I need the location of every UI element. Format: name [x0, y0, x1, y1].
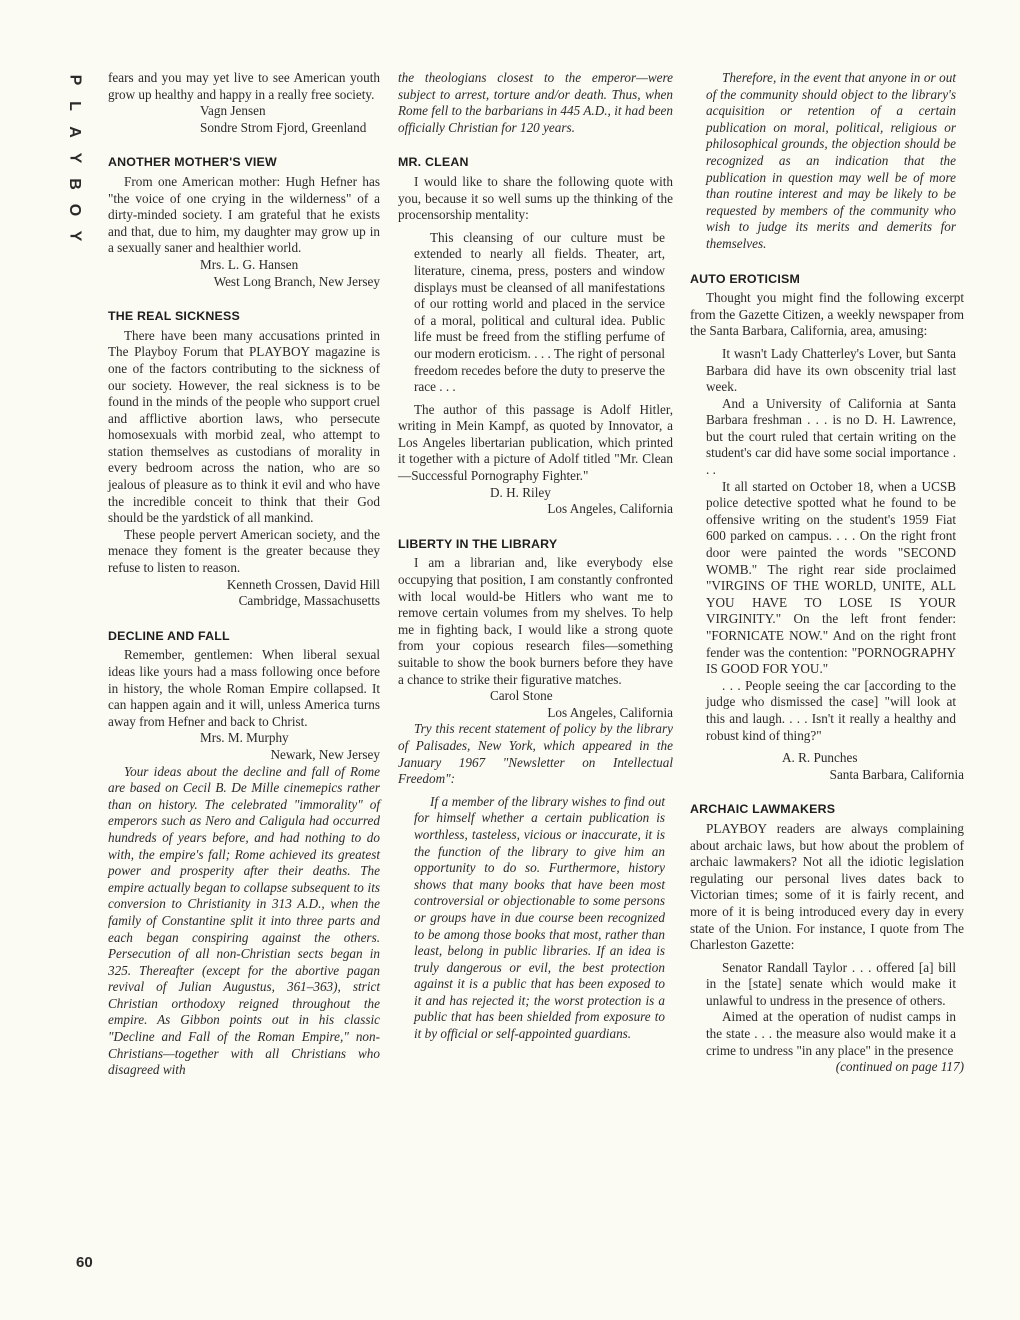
signature-place: Sondre Strom Fjord, Greenland: [200, 119, 367, 135]
signature-place: Los Angeles, California: [547, 501, 673, 517]
block-quote: [690, 346, 964, 744]
letter-body: The author of this passage is Adolf Hitler, writing in Mein Kampf, as quoted by Innovator, a Los Angeles libertarian publication, which printed it together with a picture of Adolf titled "Mr. Clean —Successful Pornography Fighter.": [398, 401, 673, 484]
signature-place: Santa Barbara, California: [829, 766, 964, 782]
letter-body: From one American mother: Hugh Hefner has "the voice of one crying in the wilderness" of a dirty-minded society. I am grateful that he exists and that, due to him, my daughter may grow up in a sexually saner and healthier world.: [108, 173, 380, 256]
block-quote: [398, 230, 673, 396]
signature-name: A. R. Punches: [782, 750, 858, 766]
signature-name: Mrs. L. G. Hansen: [200, 256, 299, 272]
continued-note: (continued on page 117): [835, 1059, 964, 1075]
signature-place: Los Angeles, California: [547, 704, 673, 720]
letter-body: Remember, gentlemen: When liberal sexual ideas like yours had a mass following once before in history, the whole Roman Empire collapsed. It can happen again and it will, unless America turns away from Hefner and back to Christ.: [108, 647, 380, 729]
column-2: [398, 70, 673, 1043]
signature-name: D. H. Riley: [490, 484, 551, 500]
letter: B: [66, 178, 83, 190]
letter-body: PLAYBOY readers are always complaining about archaic laws, but how about the problem of archaic lawmakers? Not all the idiotic legislation regulating our personal lives dates back to Victorian times; some of it is fairly recent, and more of it is being introduced every day in every state of the Union. For instance, I quote from The Charleston Gazette:: [690, 820, 964, 953]
quote-text: Senator Randall Taylor . . . offered [a] bill in the [state] senate which would make it unlawful to undress in the presence of others.: [706, 959, 956, 1008]
quote-text: Aimed at the operation of nudist camps in the state . . . the measure also would make it a crime to undress "in any place" in the presence: [706, 1009, 956, 1058]
quote-text: It wasn't Lady Chatterley's Lover, but Santa Barbara did have its own obscenity trial last week.: [706, 345, 956, 395]
editor-reply: Your ideas about the decline and fall of Rome are based on Cecil B. De Mille cinemepics rather than on history. The celebrated "immorality" of emperors such as Nero and Caligula had occurred hundreds of years before, and had nothing to do with, the empire's fall; Rome achieved its greatest power and prosperity after their deaths. The empire actually began to collapse subsequent to its conversion to Christianity in 313 A.D., when the family of Constantine split it into three parts and each began conspiring against the others. Persecution of all non-Christian sects began in 325. Thereafter (except for the abortive pagan revival of Julian Augustus, 361–363), strict Christian orthodoxy reigned throughout the empire. As Gibbon points out in his classic "Decline and Fall of the Roman Empire," non-Christians—together with all Christians who disagreed with: [108, 763, 380, 1078]
editor-reply: Try this recent statement of policy by the library of Palisades, New York, which appeared in the January 1967 "Newsletter on Intellectual Freedom":: [398, 721, 673, 787]
quote-text: And a University of California at Santa Barbara freshman . . . is no D. H. Lawrence, but the court ruled that certain writing on the student's car did have some social importance . . .: [706, 395, 956, 478]
letter-body: fears and you may yet live to see American youth grow up healthy and happy in a really free society.: [108, 70, 380, 102]
section-heading: THE REAL SICKNESS: [108, 309, 240, 324]
letter-body: These people pervert American society, and the menace they foment is the greater because they refuse to listen to reason.: [108, 526, 380, 576]
signature-name: Mrs. M. Murphy: [200, 730, 289, 746]
page-number: 60: [76, 1254, 93, 1271]
quote-text: It all started on October 18, when a UCSB police detective spotted what he found to be offensive writing on the student's 1959 Fiat 600 parked on campus. . . . On the right front door were painted the words "SECOND WOMB." The right rear side proclaimed "VIRGINS OF THE WORLD, UNITE, ALL YOU HAVE TO LOSE IS YOUR VIRGINITY." On the left front fender: "FORNICATE NOW." And on the right front fender was the contention: "PORNOGRAPHY IS GOOD FOR YOU.": [706, 478, 956, 677]
block-quote: [690, 70, 964, 253]
policy-text: If a member of the library wishes to find out for himself whether a certain publication is worthless, tasteless, vicious or inaccurate, it is the function of the library to give him an opportunity to do so. Furthermore, history shows that many books that have been most controversial or objectionable to some persons or groups have in due course been recognized to be among those books that most, rather than least, belong in public libraries. If an idea is truly dangerous or evil, the best protection against it is a public that has been exposed to it and has rejected it; the worst protection is a public that has been shielded from exposure to it by official or self-appointed guardians.: [414, 793, 665, 1042]
section-heading: ARCHAIC LAWMAKERS: [690, 802, 836, 817]
column-3: [690, 70, 964, 1076]
quote-text: . . . People seeing the car [according to the judge who dismissed the case] "will look at this and laugh. . . . Isn't it really a healthy and robust kind of thing?": [706, 677, 956, 743]
section-heading: ANOTHER MOTHER'S VIEW: [108, 155, 277, 170]
block-quote: [690, 960, 964, 1060]
signature-name: Vagn Jensen: [200, 103, 266, 119]
editor-reply: the theologians closest to the emperor—were subject to arrest, torture and/or death. Thus, when Rome fell to the barbarians in 445 A.D., it had been officially Christian for 120 years.: [398, 70, 673, 135]
signature-place: Newark, New Jersey: [270, 746, 380, 762]
policy-text: Therefore, in the event that anyone in or out of the community should object to the library's acquisition or retention of a certain publication on moral, political, religious or philosophical grounds, the objection should be recognized as an indication that the publication in question may well be of more than routine interest and may be likely to be requested by members of the community who wish to judge its merits and demerits for themselves.: [706, 70, 956, 251]
letter-body: I am a librarian and, like everybody else occupying that position, I am constantly confronted with local would-be Hitlers who want me to remove certain volumes from my shelves. To help me in fighting back, I would like a strong quote from your copious research files—something suitable to show the book burners before they have a chance to strike their figurative matches.: [398, 555, 673, 687]
magazine-name-vertical: [62, 72, 86, 244]
letter: A: [66, 126, 83, 138]
letter: Y: [65, 152, 83, 164]
signature-place: West Long Branch, New Jersey: [213, 273, 380, 289]
section-heading: LIBERTY IN THE LIBRARY: [398, 536, 558, 551]
column-1: [108, 70, 380, 1079]
section-heading: AUTO EROTICISM: [690, 271, 800, 286]
signature-name: Carol Stone: [490, 688, 553, 704]
block-quote: [398, 794, 673, 1043]
letter-body: Thought you might find the following excerpt from the Gazette Citizen, a weekly newspaper from the Santa Barbara, California, area, amusing:: [690, 290, 964, 339]
section-heading: DECLINE AND FALL: [108, 628, 230, 643]
quote-text: This cleansing of our culture must be extended to nearly all fields. Theater, art, literature, cinema, press, posters and window displays must be cleansed of all manifestations of our rotting world and placed in the service of a moral, political and cultural idea. Public life must be freed from the stifling perfume of our modern eroticism. . . . The right of personal freedom recedes before the duty to preserve the race . . .: [414, 229, 665, 395]
signature-place: Cambridge, Massachusetts: [238, 593, 380, 609]
letter-body: There have been many accusations printed in The Playboy Forum that PLAYBOY magazine is one of the factors contributing to the sickness of our society. However, the real sickness is to be found in the minds of the people who support cruel and afflictive abortion laws, who persecute homosexuals with morbid zeal, who attempt to station themselves as custodians of morality in every bedroom across the nation, who are so jealous of pleasure as to think it evil and who have the incredible conceit to think that their God should be the yardstick of all mankind.: [108, 327, 380, 526]
letter: L: [66, 101, 83, 111]
signature-name: Kenneth Crossen, David Hill: [226, 576, 380, 592]
letter: O: [65, 203, 83, 217]
letter: Y: [65, 230, 83, 242]
section-heading: MR. CLEAN: [398, 155, 469, 170]
letter: P: [65, 74, 83, 86]
letter-body: I would like to share the following quote with you, because it so well sums up the thinking of the procensorship mentality:: [398, 173, 673, 223]
